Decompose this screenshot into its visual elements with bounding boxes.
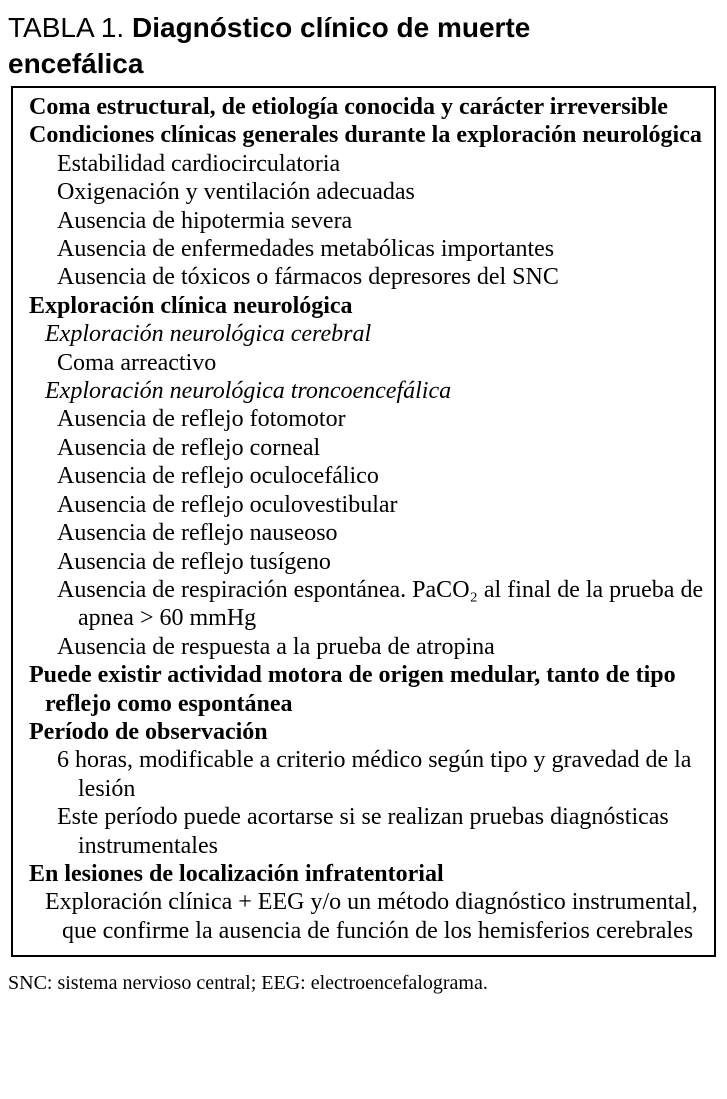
footnote: SNC: sistema nervioso central; EEG: electroencefalograma. <box>8 972 488 995</box>
table-row: Ausencia de reflejo fotomotor <box>57 406 346 433</box>
table-row: Condiciones clínicas generales durante la exploración neurológica <box>29 122 702 149</box>
table-row: Ausencia de reflejo tusígeno <box>57 548 331 575</box>
table-caption <box>8 10 668 82</box>
table-row: Este período puede acortarse si se realizan pruebas diagnósticas instrumentales <box>57 804 669 859</box>
table-row: Exploración clínica + EEG y/o un método diagnóstico instrumental, que confirme la ausencia de función de los hemisferios cerebrales <box>45 889 698 944</box>
table-row: Ausencia de reflejo oculocefálico <box>57 463 379 490</box>
table-row: Ausencia de tóxicos o fármacos depresores del SNC <box>57 264 559 291</box>
table-row: Ausencia de respiración espontánea. PaCO₂ al final de la prueba de apnea > 60 mmHg <box>57 576 704 632</box>
table-row: 6 horas, modificable a criterio médico según tipo y gravedad de la lesión <box>57 747 692 802</box>
table-row: Coma arreactivo <box>57 349 217 376</box>
table-row: Exploración clínica neurológica <box>29 292 353 319</box>
table-number: TABLA 1. <box>8 12 125 43</box>
table-caption-text: Diagnóstico clínico de muerte encefálica <box>8 12 531 79</box>
table-row: Ausencia de enfermedades metabólicas importantes <box>57 236 555 263</box>
table-row: Puede existir actividad motora de origen medular, tanto de tipo reflejo como espontánea <box>29 662 676 717</box>
table-row: Oxigenación y ventilación adecuadas <box>57 179 415 206</box>
table-row: Ausencia de reflejo corneal <box>57 434 321 461</box>
table-row: Período de observación <box>29 718 268 745</box>
table-row: Exploración neurológica cerebral <box>45 321 372 348</box>
table-row: Coma estructural, de etiología conocida y carácter irreversible <box>29 94 668 120</box>
table-row: Ausencia de hipotermia severa <box>57 207 353 234</box>
table-rows <box>29 93 710 945</box>
table-box <box>11 86 716 957</box>
table-row: Ausencia de respuesta a la prueba de atropina <box>57 633 495 660</box>
page <box>0 10 727 995</box>
table-row: Ausencia de reflejo oculovestibular <box>57 491 398 518</box>
table-row: En lesiones de localización infratentorial <box>29 860 444 887</box>
table-row: Exploración neurológica troncoencefálica <box>45 378 452 405</box>
table-row: Ausencia de reflejo nauseoso <box>57 520 338 547</box>
table-row: Estabilidad cardiocirculatoria <box>57 150 341 177</box>
